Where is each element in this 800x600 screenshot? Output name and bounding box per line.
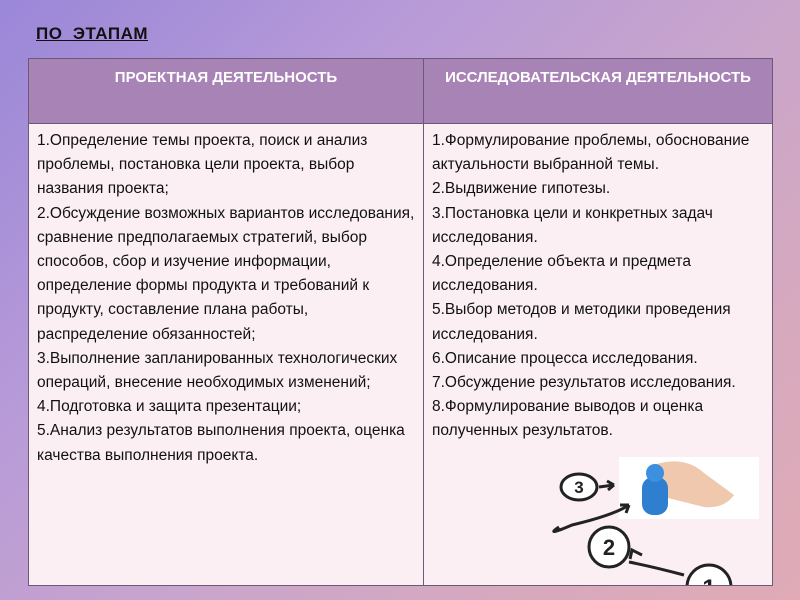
project-stage-1: 1.Определение темы проекта, поиск и анализ проблемы, постановка цели проекта, выбор названия проекта; (37, 132, 368, 198)
table-row (29, 124, 773, 586)
step-1-label: 1 (702, 575, 716, 600)
research-stage-5: 5.Выбор методов и методики проведения исследования. (432, 301, 731, 343)
project-stage-3: 3.Выполнение запланированных технологических операций, внесение необходимых изменений; (37, 349, 398, 392)
header-research-activity: ИССЛЕДОВАТЕЛЬСКАЯ ДЕЯТЕЛЬНОСТЬ (424, 59, 773, 124)
project-stage-5: 5.Анализ результатов выполнения проекта, оценка качества выполнения проекта. (37, 422, 405, 464)
project-stages-cell (29, 124, 424, 586)
research-stage-7: 7.Обсуждение результатов исследования. (432, 374, 736, 392)
step-2-label: 2 (602, 535, 616, 560)
steps-illustration (504, 457, 773, 600)
research-stage-4: 4.Определение объекта и предмета исследования. (432, 253, 691, 295)
arrow-head-1 (630, 550, 642, 559)
comparison-table (28, 58, 773, 600)
research-stages-cell (424, 124, 773, 600)
research-stage-2: 2.Выдвижение гипотезы. (432, 180, 611, 198)
step-3-label: 3 (574, 478, 584, 497)
figure-head (646, 464, 664, 482)
project-stage-2: 2.Обсуждение возможных вариантов исследования, сравнение предполагаемых стратегий, выбор способов, сбор и изучение информации, определение формы продукта и требований к продукту, составление плана работы, распределение обязанностей; (37, 204, 415, 343)
arrow-line-1 (629, 562, 684, 575)
table-header-row (29, 59, 773, 124)
page-title: ПО ЭТАПАМ (36, 24, 149, 43)
research-stage-3: 3.Постановка цели и конкретных задач исследования. (432, 204, 713, 246)
header-project-activity: ПРОЕКТНАЯ ДЕЯТЕЛЬНОСТЬ (29, 59, 424, 124)
figure-piece (642, 477, 668, 515)
research-stage-1: 1.Формулирование проблемы, обоснование актуальности выбранной темы. (432, 132, 750, 174)
project-stage-4: 4.Подготовка и защита презентации; (37, 398, 302, 416)
research-stage-6: 6.Описание процесса исследования. (432, 349, 698, 367)
research-stage-8: 8.Формулирование выводов и оценка полученных результатов. (432, 398, 704, 440)
